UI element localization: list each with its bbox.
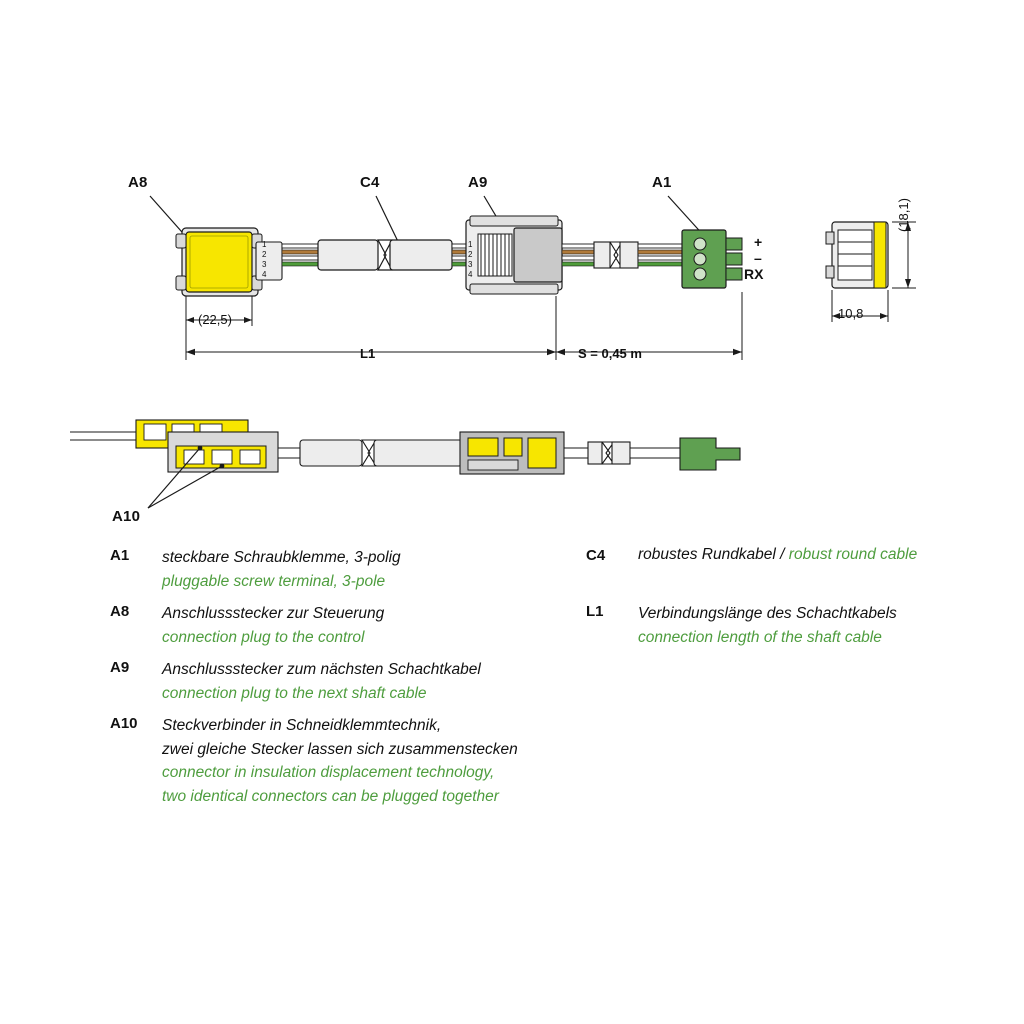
callout-label-a1: A1 [652, 174, 672, 191]
legend-en-a10-line2: two identical connectors can be plugged together [162, 787, 499, 805]
legend-en-c4: robust round cable [788, 546, 918, 563]
svg-text:2: 2 [468, 250, 473, 259]
legend-de-c4: robustes Rundkabel [638, 546, 776, 563]
legend-en-a10-line1: connector in insulation displacement technology, [162, 764, 495, 782]
wire-bundle-tail [638, 244, 684, 266]
svg-text:1: 1 [262, 240, 267, 249]
legend-key-a9: A9 [110, 659, 130, 677]
legend-column-right [586, 546, 1006, 658]
svg-text:3: 3 [262, 260, 267, 269]
legend-key-a1: A1 [110, 547, 130, 564]
dimension-l1-label: L1 [360, 346, 376, 361]
signal-label-minus: – [754, 250, 762, 266]
cable-break-symbol-tail [594, 242, 638, 268]
legend-en-a9: connection plug to the next shaft cable [162, 684, 427, 702]
legend-item-a1 [110, 546, 590, 593]
plug-a9 [466, 216, 562, 294]
legend-de-a10-line1: Steckverbinder in Schneidklemmtechnik, [162, 717, 442, 735]
dimension-lengths [186, 292, 742, 360]
dimension-width-label: 10,8 [838, 306, 864, 321]
legend-en-l1: connection length of the shaft cable [638, 628, 882, 646]
dimension-s-label: S = 0,45 m [578, 346, 642, 361]
legend-key-a8: A8 [110, 603, 130, 621]
round-cable-c4 [318, 240, 452, 270]
legend-sep-c4: / [775, 546, 789, 563]
svg-text:3: 3 [468, 260, 473, 269]
svg-text:1: 1 [468, 240, 473, 249]
svg-text:2: 2 [262, 250, 267, 259]
dimension-plug-width-label: (22,5) [198, 312, 232, 327]
callout-label-a9: A9 [468, 174, 488, 191]
wire-bundle-right [562, 244, 596, 266]
legend-en-a1: pluggable screw terminal, 3-pole [162, 572, 386, 590]
legend-en-a8: connection plug to the control [162, 628, 365, 646]
legend-item-a8 [110, 602, 590, 649]
legend-de-a8: Anschlussstecker zur Steuerung [162, 605, 385, 623]
legend-key-a10: A10 [110, 715, 138, 733]
pin-numbers-a9 [468, 240, 473, 279]
plan-view-assembly [70, 420, 740, 474]
svg-text:4: 4 [262, 270, 267, 279]
signal-label-plus: + [754, 234, 763, 250]
callout-label-a10: A10 [112, 508, 141, 525]
callout-label-c4: C4 [360, 174, 380, 191]
legend-de-a9: Anschlussstecker zum nächsten Schachtkabel [162, 661, 481, 679]
legend-item-a9 [110, 658, 590, 705]
legend-de-a1: steckbare Schraubklemme, 3-polig [162, 549, 401, 566]
legend-key-c4: C4 [586, 547, 606, 564]
svg-text:4: 4 [468, 270, 473, 279]
pin-numbers-a8 [262, 240, 267, 279]
legend-key-l1: L1 [586, 603, 604, 620]
dimension-height-label: (18,1) [896, 198, 911, 232]
terminal-a1 [682, 230, 742, 288]
wire-bundle-left [282, 244, 322, 266]
legend-de-a10-line2: zwei gleiche Stecker lassen sich zusammenstecken [162, 740, 518, 758]
side-view-plug [826, 222, 888, 288]
legend-de-l1: Verbindungslänge des Schachtkabels [638, 605, 897, 622]
callout-label-a8: A8 [128, 174, 148, 191]
legend-item-c4 [586, 546, 1006, 564]
legend-column-left [110, 546, 590, 817]
legend-item-l1 [586, 602, 1006, 649]
legend-item-a10 [110, 714, 590, 808]
signal-label-rx: RX [744, 266, 764, 282]
